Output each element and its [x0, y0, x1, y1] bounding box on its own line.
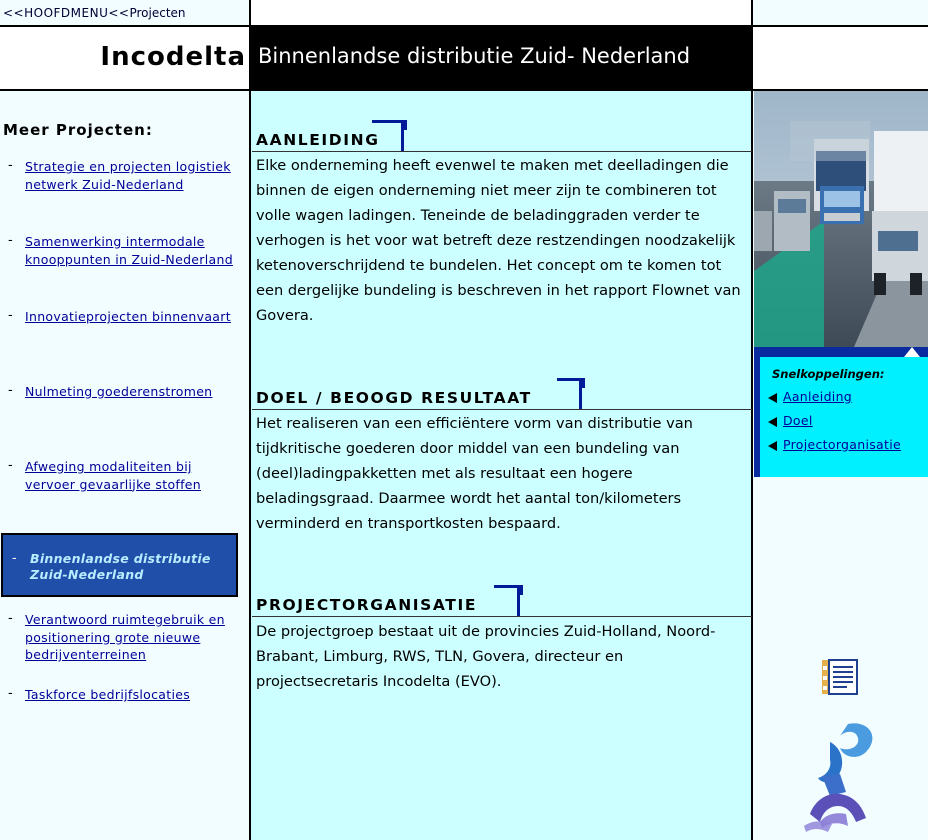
arrow-left-icon: [768, 393, 777, 403]
sidebar-link[interactable]: Taskforce bedrijfslocaties: [25, 687, 191, 702]
top-spacer-right: [752, 0, 928, 26]
section-body: De projectgroep bestaat uit de provincies Zuid-Holland, Noord-Brabant, Limburg, RWS, TLN, Govera, directeur en projectsecretaris Incodelta (EVO).: [256, 623, 716, 690]
section-rule: [252, 409, 752, 410]
sidebar-link[interactable]: Afweging modaliteiten bij vervoer gevaarlijke stoffen: [25, 459, 202, 492]
brand-cell: [0, 26, 250, 90]
divider: [751, 0, 753, 840]
heading-notch: [494, 585, 523, 595]
document-icon[interactable]: [820, 658, 860, 698]
quicklink-projectorganisatie[interactable]: [768, 437, 901, 452]
sidebar-heading: Meer Projecten:: [3, 121, 153, 139]
quicklinks-bar: [754, 347, 928, 357]
page-title: Binnenlandse distributie Zuid- Nederland: [258, 44, 691, 68]
breadcrumb: [3, 6, 186, 20]
breadcrumb-current: Projecten: [129, 6, 186, 20]
brand-name: Incodelta: [100, 42, 246, 72]
section-body: Elke onderneming heeft evenwel te maken met deelladingen die binnen de eigen onderneming niet meer zijn te combineren tot volle wagen ladingen. Teneinde de beladinggraden verder te verhogen is het voor wat betreft deze restzendingen noodzakelijk ketenoverschrijdend te bundelen. Het concept om te komen tot een dergelijke bundeling is beschreven in het rapport Flownet van Govera.: [256, 157, 741, 324]
bullet: -: [8, 611, 13, 626]
breadcrumb-bar: [0, 0, 250, 26]
quicklink-aanleiding[interactable]: [768, 389, 852, 404]
trucks-photo: [754, 91, 928, 347]
section-title: AANLEIDING: [256, 131, 380, 149]
divider: [249, 0, 251, 840]
section-heading-aanleiding: [252, 123, 420, 151]
title-bar: [250, 26, 752, 90]
sidebar-link[interactable]: Verantwoord ruimtegebruik en positionering grote nieuwe bedrijventerreinen: [25, 612, 225, 662]
section-title: PROJECTORGANISATIE: [256, 596, 478, 614]
bullet: -: [12, 551, 17, 566]
main-menu-link[interactable]: <<HOOFDMENU<<: [3, 6, 130, 20]
header-spacer: [752, 26, 928, 90]
sidebar-link[interactable]: Samenwerking intermodale knooppunten in Zuid-Nederland: [25, 234, 233, 267]
section-heading-projectorganisatie: [252, 588, 542, 616]
sidebar-link[interactable]: Strategie en projecten logistiek netwerk Zuid-Nederland: [25, 159, 231, 192]
top-spacer: [250, 0, 752, 26]
quicklinks-title: Snelkoppelingen:: [772, 367, 885, 381]
bullet: -: [8, 686, 13, 701]
heading-notch: [372, 120, 407, 130]
quicklink-label[interactable]: Projectorganisatie: [783, 437, 901, 452]
sidebar-link[interactable]: Innovatieprojecten binnenvaart: [25, 309, 231, 324]
section-rule: [252, 151, 752, 152]
section-heading-doel: [252, 381, 602, 409]
bullet: -: [8, 158, 13, 173]
bullet: -: [8, 308, 13, 323]
section-rule: [252, 616, 752, 617]
bullet: -: [8, 233, 13, 248]
arrow-left-icon: [768, 441, 777, 451]
section-body: Het realiseren van een efficiëntere vorm van distributie van tijdkritische goederen door middel van een bundeling van (deel)ladingpakketten met als resultaat een hogere beladingsgraad. Daarmee wordt het aantal ton/kilometers verminderd en transportkosten bespaard.: [256, 415, 693, 532]
section-title: DOEL / BEOOGD RESULTAAT: [256, 389, 532, 407]
bullet: -: [8, 458, 13, 473]
arrow-left-icon: [768, 417, 777, 427]
quicklink-label[interactable]: Aanleiding: [783, 389, 853, 404]
quicklink-doel[interactable]: [768, 413, 813, 428]
sidebar-active-label: Binnenlandse distributie Zuid-Nederland: [30, 551, 211, 582]
incodelta-logo: [800, 718, 880, 834]
bullet: -: [8, 383, 13, 398]
sidebar-item-active[interactable]: [1, 533, 238, 597]
quicklink-label[interactable]: Doel: [783, 413, 813, 428]
divider: [0, 25, 928, 27]
up-triangle-icon: [904, 347, 920, 357]
sidebar-link[interactable]: Nulmeting goederenstromen: [25, 384, 213, 399]
heading-notch: [557, 378, 585, 388]
